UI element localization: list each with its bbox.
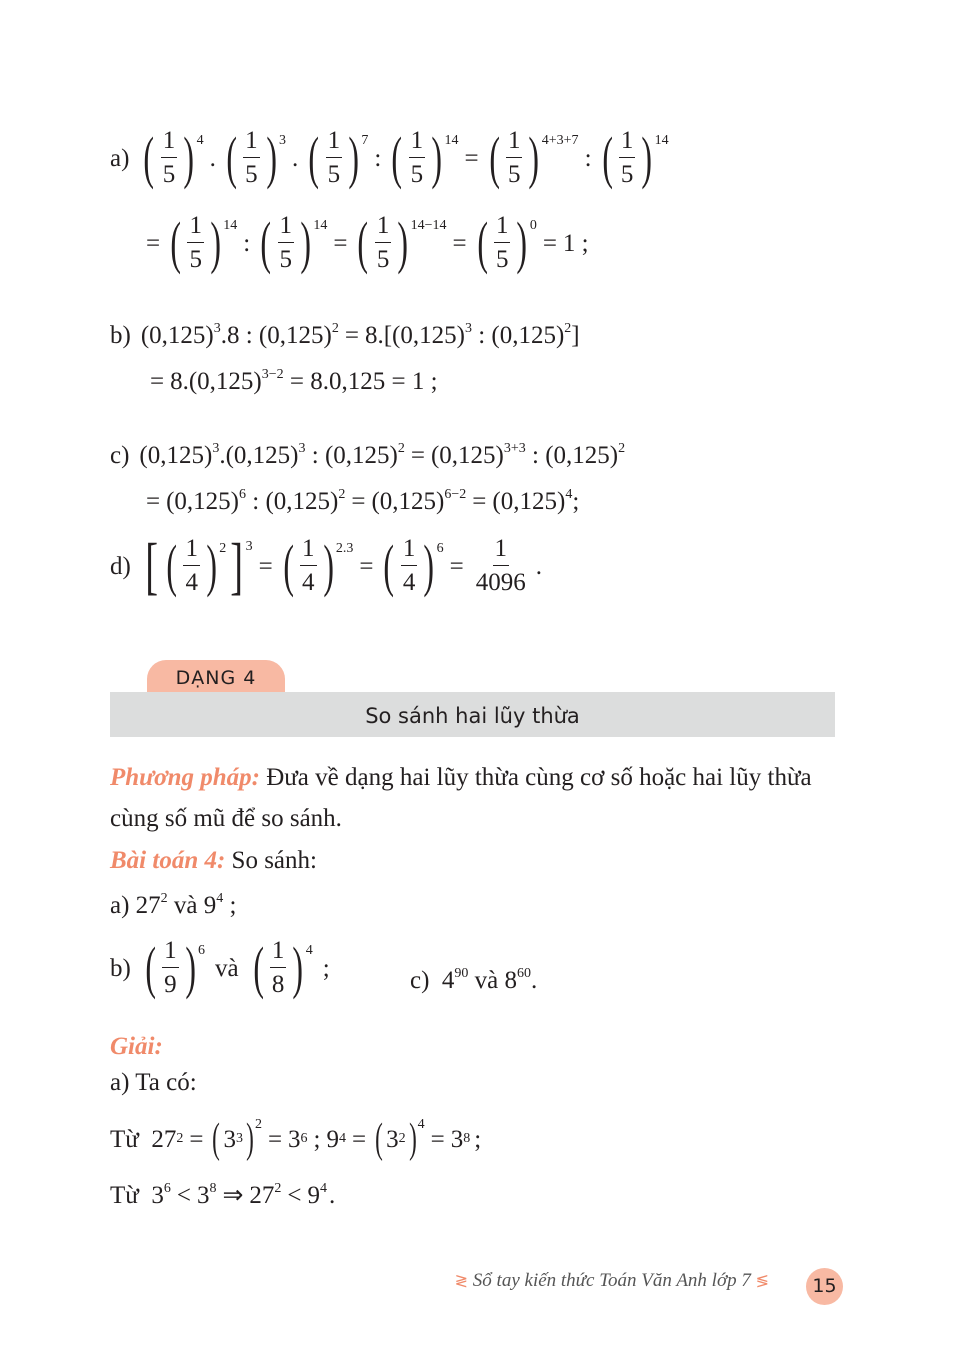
power-term: ( $\frac{1}{5}$ ) 7: [308, 125, 369, 191]
bracket-power: [ ( $\frac{1}{4}$ ) 2 ] 3: [145, 530, 253, 601]
section-title-bar: [110, 692, 835, 737]
part-c-line2: = $(0,125)^6$ : $(0,125)^2 = (0,125)^{6-2} = (0,125)^4$;: [146, 487, 580, 515]
power-term: ( $\frac{1}{5}$ ) 14: [391, 125, 459, 191]
power-term: ( $\frac{1}{5}$ ) 4: [143, 125, 204, 191]
page-number: 15: [806, 1268, 843, 1305]
method-label: Phương pháp:: [110, 764, 260, 791]
power-term: ( $\frac{1}{5}$ ) 0: [477, 210, 537, 276]
solution-line2: Từ $3^6 < 3^8$ ⇒ $27^2 < 9^4$.: [110, 1181, 336, 1209]
footer-book-title: ≷ Sổ tay kiến thức Toán Văn Anh lớp 7 ≶: [454, 1270, 769, 1291]
part-b-line2: = $8.(0,125)^{3-2} = 8.0,125 = 1$ ;: [150, 367, 438, 395]
decoration-icon: ≶: [755, 1273, 769, 1290]
part-a-label: a): [110, 144, 130, 172]
part-a-result: 1 ;: [562, 229, 589, 257]
power-term: ( $\frac{1}{5}$ ) 3: [226, 125, 286, 191]
method-paragraph: Phương pháp: Đưa về dạng hai lũy thừa cùng cơ số hoặc hai lũy thừa cùng số mũ để so sánh.: [110, 764, 812, 833]
part-b-line1: b) $(0,125)^3.8$ : $(0,125)^2 = 8.[(0,125)^3$ : $(0,125)^2$]: [110, 321, 580, 349]
section-title: So sánh hai lũy thừa: [365, 704, 580, 728]
problem-c: c) $4^{90}$ và $8^{60}$.: [410, 966, 538, 994]
power-term: ( $\frac{1}{5}$ ) 14: [170, 210, 238, 276]
part-d-line: d) [ ( $\frac{1}{4}$ ) 2 ] 3 = ( $\frac{1}{4}$ ) 2.3 = ( $\frac{1}{4}$ ) 6 = $\frac{1}{4096}$ .: [110, 530, 542, 601]
power-term: ( $\frac{1}{5}$ ) 14: [601, 125, 669, 191]
power-term: ( $\frac{1}{5}$ ) 4+3+7: [488, 125, 579, 191]
decoration-icon: ≷: [454, 1273, 469, 1290]
problem-heading: Bài toán 4: So sánh:: [110, 847, 317, 874]
section-tab: DẠNG 4: [147, 660, 285, 698]
solution-line1: Từ 27 2 = ( 3 3 ) 2 = 3 6 ; 9 4 = ( 3 2 ) 4 = 3 8 ;: [110, 1116, 482, 1162]
power-term: ( $\frac{1}{5}$ ) 14−14: [357, 210, 447, 276]
part-a-line2: = ( $\frac{1}{5}$ ) 14 : ( $\frac{1}{5}$ ) 14 = ( $\frac{1}{5}$ ) 14−14 = ( $\frac{1}{5}$ ) 0 = 1 ;: [146, 210, 589, 276]
problem-a: a) $27^2$ và $9^4$ ;: [110, 891, 237, 919]
part-c-line1: c) $(0,125)^3.(0,125)^3$ : $(0,125)^2 = (0,125)^{3+3}$ : $(0,125)^2$: [110, 441, 626, 469]
problem-b: b) ( $\frac{1}{9}$ ) 6 và ( $\frac{1}{8}$ ) 4 ;: [110, 935, 330, 1001]
solution-intro: a) Ta có:: [110, 1069, 197, 1096]
part-a-line1: a) ( $\frac{1}{5}$ ) 4 . ( $\frac{1}{5}$ ) 3 . ( $\frac{1}{5}$ ) 7 : ( $\frac{1}{5}$ ) 14 = ( $\frac{1}{5}$ ) 4+3+7 : ( $\frac{1}{5}$ ) 14: [110, 125, 669, 191]
solution-label: Giải:: [110, 1033, 163, 1060]
power-term: ( $\frac{1}{5}$ ) 14: [260, 210, 328, 276]
